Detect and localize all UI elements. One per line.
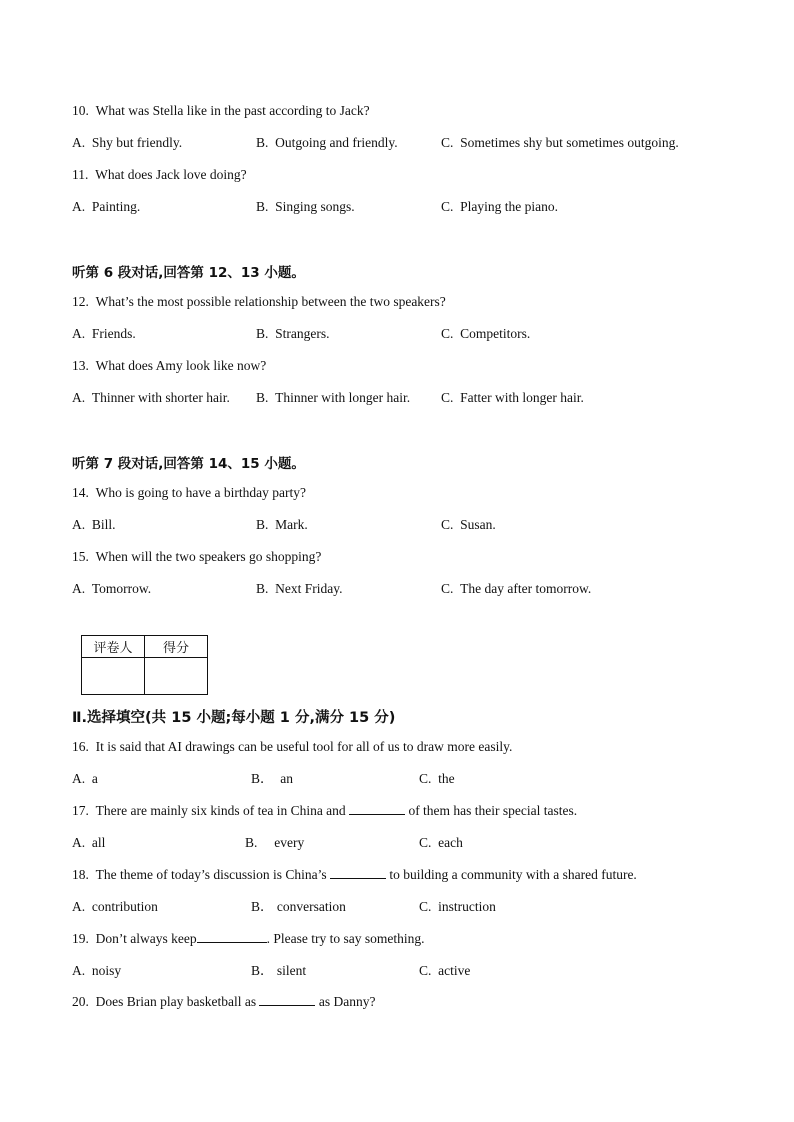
option-b: B. Strangers. bbox=[256, 326, 330, 341]
question-text-tail: to building a community with a shared future. bbox=[389, 867, 637, 882]
grader-label: 评卷人 bbox=[82, 636, 145, 658]
option-a: A. Bill. bbox=[72, 517, 116, 532]
question-text: What does Amy look like now? bbox=[95, 358, 267, 373]
question-number: 18. bbox=[72, 867, 89, 882]
option-c: C. Fatter with longer hair. bbox=[441, 390, 584, 405]
question-text: Who is going to have a birthday party? bbox=[95, 485, 306, 500]
question-text: Don’t always keep bbox=[95, 931, 197, 946]
option-b: B. Thinner with longer hair. bbox=[256, 390, 411, 405]
option-b: B． an bbox=[251, 771, 294, 786]
option-a: A. Tomorrow. bbox=[72, 581, 152, 596]
question-number: 19. bbox=[72, 931, 89, 946]
option-c: C. each bbox=[419, 835, 463, 850]
option-a: A. Friends. bbox=[72, 326, 136, 341]
score-table bbox=[81, 635, 208, 695]
question-19 bbox=[72, 930, 424, 948]
option-c: C. Playing the piano. bbox=[441, 199, 559, 214]
question-text-tail: of them has their special tastes. bbox=[408, 803, 578, 818]
option-a: A. contribution bbox=[72, 899, 158, 914]
question-20 bbox=[72, 993, 375, 1011]
question-18 bbox=[72, 866, 637, 884]
question-text-tail: . Please try to say something. bbox=[266, 931, 425, 946]
option-b: B． conversation bbox=[251, 899, 346, 914]
question-16 bbox=[72, 738, 512, 756]
score-cell bbox=[145, 658, 208, 695]
question-text: What does Jack love doing? bbox=[95, 167, 247, 182]
option-c: C. Susan. bbox=[441, 517, 496, 532]
question-12 bbox=[72, 293, 446, 311]
option-b: B. Next Friday. bbox=[256, 581, 343, 596]
question-text: Does Brian play basketball as bbox=[95, 994, 257, 1009]
answer-blank[interactable] bbox=[330, 866, 386, 879]
question-text: When will the two speakers go shopping? bbox=[95, 549, 322, 564]
question-number: 14. bbox=[72, 485, 89, 500]
option-b: B. Singing songs. bbox=[256, 199, 355, 214]
option-a: A. a bbox=[72, 771, 98, 786]
question-text: What was Stella like in the past according to Jack? bbox=[95, 103, 370, 118]
option-b: B． silent bbox=[251, 963, 307, 978]
option-b: B. Mark. bbox=[256, 517, 308, 532]
question-number: 16. bbox=[72, 739, 89, 754]
question-text: There are mainly six kinds of tea in China and bbox=[95, 803, 346, 818]
option-c: C. The day after tomorrow. bbox=[441, 581, 592, 596]
question-text: What’s the most possible relationship between the two speakers? bbox=[95, 294, 446, 309]
option-b: B. Outgoing and friendly. bbox=[256, 135, 398, 150]
question-number: 12. bbox=[72, 294, 89, 309]
question-text: It is said that AI drawings can be useful tool for all of us to draw more easily. bbox=[95, 739, 513, 754]
question-17 bbox=[72, 802, 577, 820]
option-a: A. noisy bbox=[72, 963, 122, 978]
score-label: 得分 bbox=[145, 636, 208, 658]
question-number: 20. bbox=[72, 994, 89, 1009]
option-c: C. Sometimes shy but sometimes outgoing. bbox=[441, 135, 679, 150]
option-c: C. instruction bbox=[419, 899, 496, 914]
answer-blank[interactable] bbox=[259, 993, 315, 1006]
section-2-title: Ⅱ.选择填空(共 15 小题;每小题 1 分,满分 15 分) bbox=[72, 710, 396, 726]
option-b: B. every bbox=[245, 835, 305, 850]
option-c: C. Competitors. bbox=[441, 326, 531, 341]
question-number: 11. bbox=[72, 167, 89, 182]
answer-blank[interactable] bbox=[197, 930, 267, 943]
question-11 bbox=[72, 166, 247, 184]
option-a: A. Painting. bbox=[72, 199, 141, 214]
question-13 bbox=[72, 357, 266, 375]
option-a: A. Thinner with shorter hair. bbox=[72, 390, 230, 405]
question-14 bbox=[72, 484, 306, 502]
question-number: 15. bbox=[72, 549, 89, 564]
dialog-6-header: 听第 6 段对话,回答第 12、13 小题。 bbox=[72, 265, 305, 281]
question-number: 13. bbox=[72, 358, 89, 373]
grader-cell bbox=[82, 658, 145, 695]
option-c: C. the bbox=[419, 771, 455, 786]
question-10 bbox=[72, 102, 370, 120]
question-15 bbox=[72, 548, 321, 566]
question-text: The theme of today’s discussion is China’s bbox=[95, 867, 327, 882]
answer-blank[interactable] bbox=[349, 802, 405, 815]
question-number: 10. bbox=[72, 103, 89, 118]
question-text-tail: as Danny? bbox=[318, 994, 376, 1009]
option-a: A. all bbox=[72, 835, 106, 850]
option-c: C. active bbox=[419, 963, 471, 978]
dialog-7-header: 听第 7 段对话,回答第 14、15 小题。 bbox=[72, 456, 305, 472]
question-number: 17. bbox=[72, 803, 89, 818]
option-a: A. Shy but friendly. bbox=[72, 135, 183, 150]
